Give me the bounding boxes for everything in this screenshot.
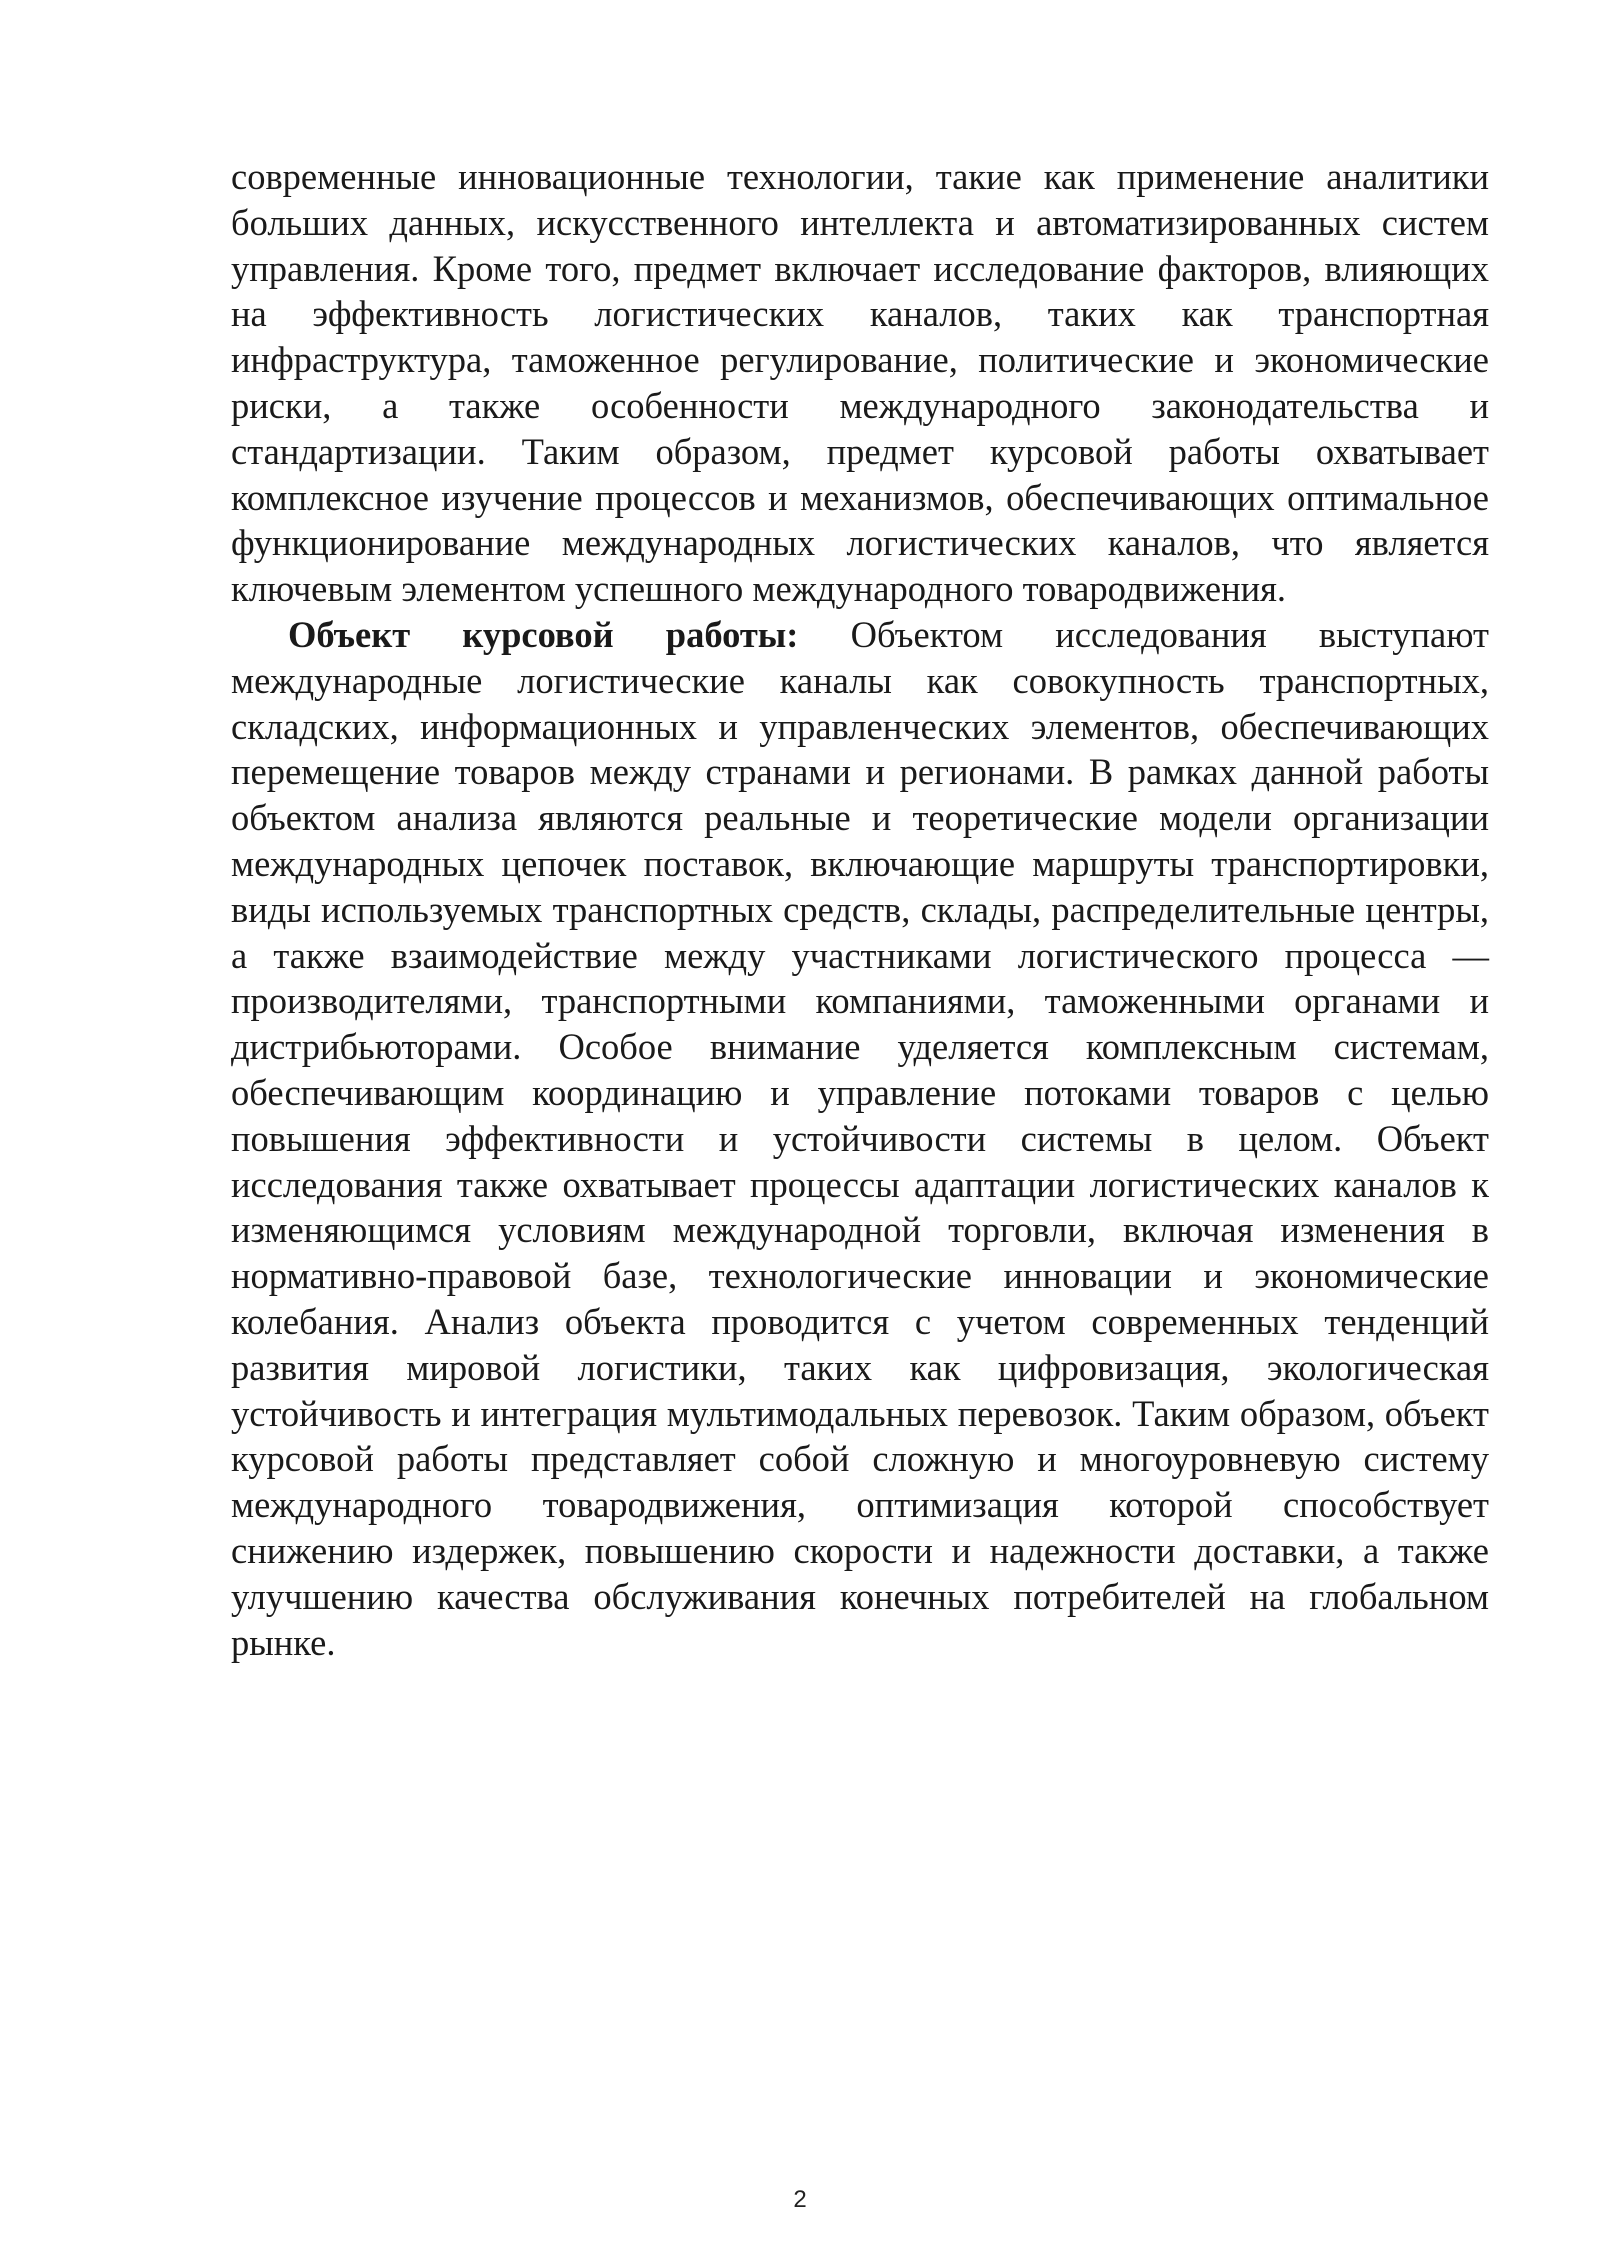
- paragraph-object-text: Объектом исследования выступают международные логистические каналы как совокупность транспортных, складских, информационных и управленческих элементов, обеспечивающих перемещение товаров между странами и регионами. В рамках данной работы объектом анализа являются реальные и теоретические модели организации международных цепочек поставок, включающие маршруты транспортировки, виды используемых транспортных средств, склады, распределительные центры, а также взаимодействие между участниками логистического процесса — производителями, транспортными компаниями, таможенными органами и дистрибьюторами. Особое внимание уделяется комплексным системам, обеспечивающим координацию и управление потоками товаров с целью повышения эффективности и устойчивости системы в целом. Объект исследования также охватывает процессы адаптации логистических каналов к изменяющимся условиям международной торговли, включая изменения в нормативно-правовой базе, технологические инновации и экономические колебания. Анализ объекта проводится с учетом современных тенденций развития мировой логистики, таких как цифровизация, экологическая устойчивость и интеграция мультимодальных перевозок. Таким образом, объект курсовой работы представляет собой сложную и многоуровневую систему международного товародвижения, оптимизация которой способствует снижению издержек, повышению скорости и надежности доставки, а также улучшению качества обслуживания конечных потребителей на глобальном рынке.: [231, 613, 1489, 1663]
- page-number: 2: [793, 2186, 807, 2213]
- paragraph-object: [231, 612, 1489, 1665]
- paragraph-object-heading: Объект курсовой работы:: [288, 613, 799, 655]
- paragraph-subject-continuation: современные инновационные технологии, такие как применение аналитики больших данных, искусственного интеллекта и автоматизированных систем управления. Кроме того, предмет включает исследование факторов, влияющих на эффективность логистических каналов, таких как транспортная инфраструктура, таможенное регулирование, политические и экономические риски, а также особенности международного законодательства и стандартизации. Таким образом, предмет курсовой работы охватывает комплексное изучение процессов и механизмов, обеспечивающих оптимальное функционирование международных логистических каналов, что является ключевым элементом успешного международного товародвижения.: [231, 156, 1489, 610]
- document-body: [231, 154, 1489, 1665]
